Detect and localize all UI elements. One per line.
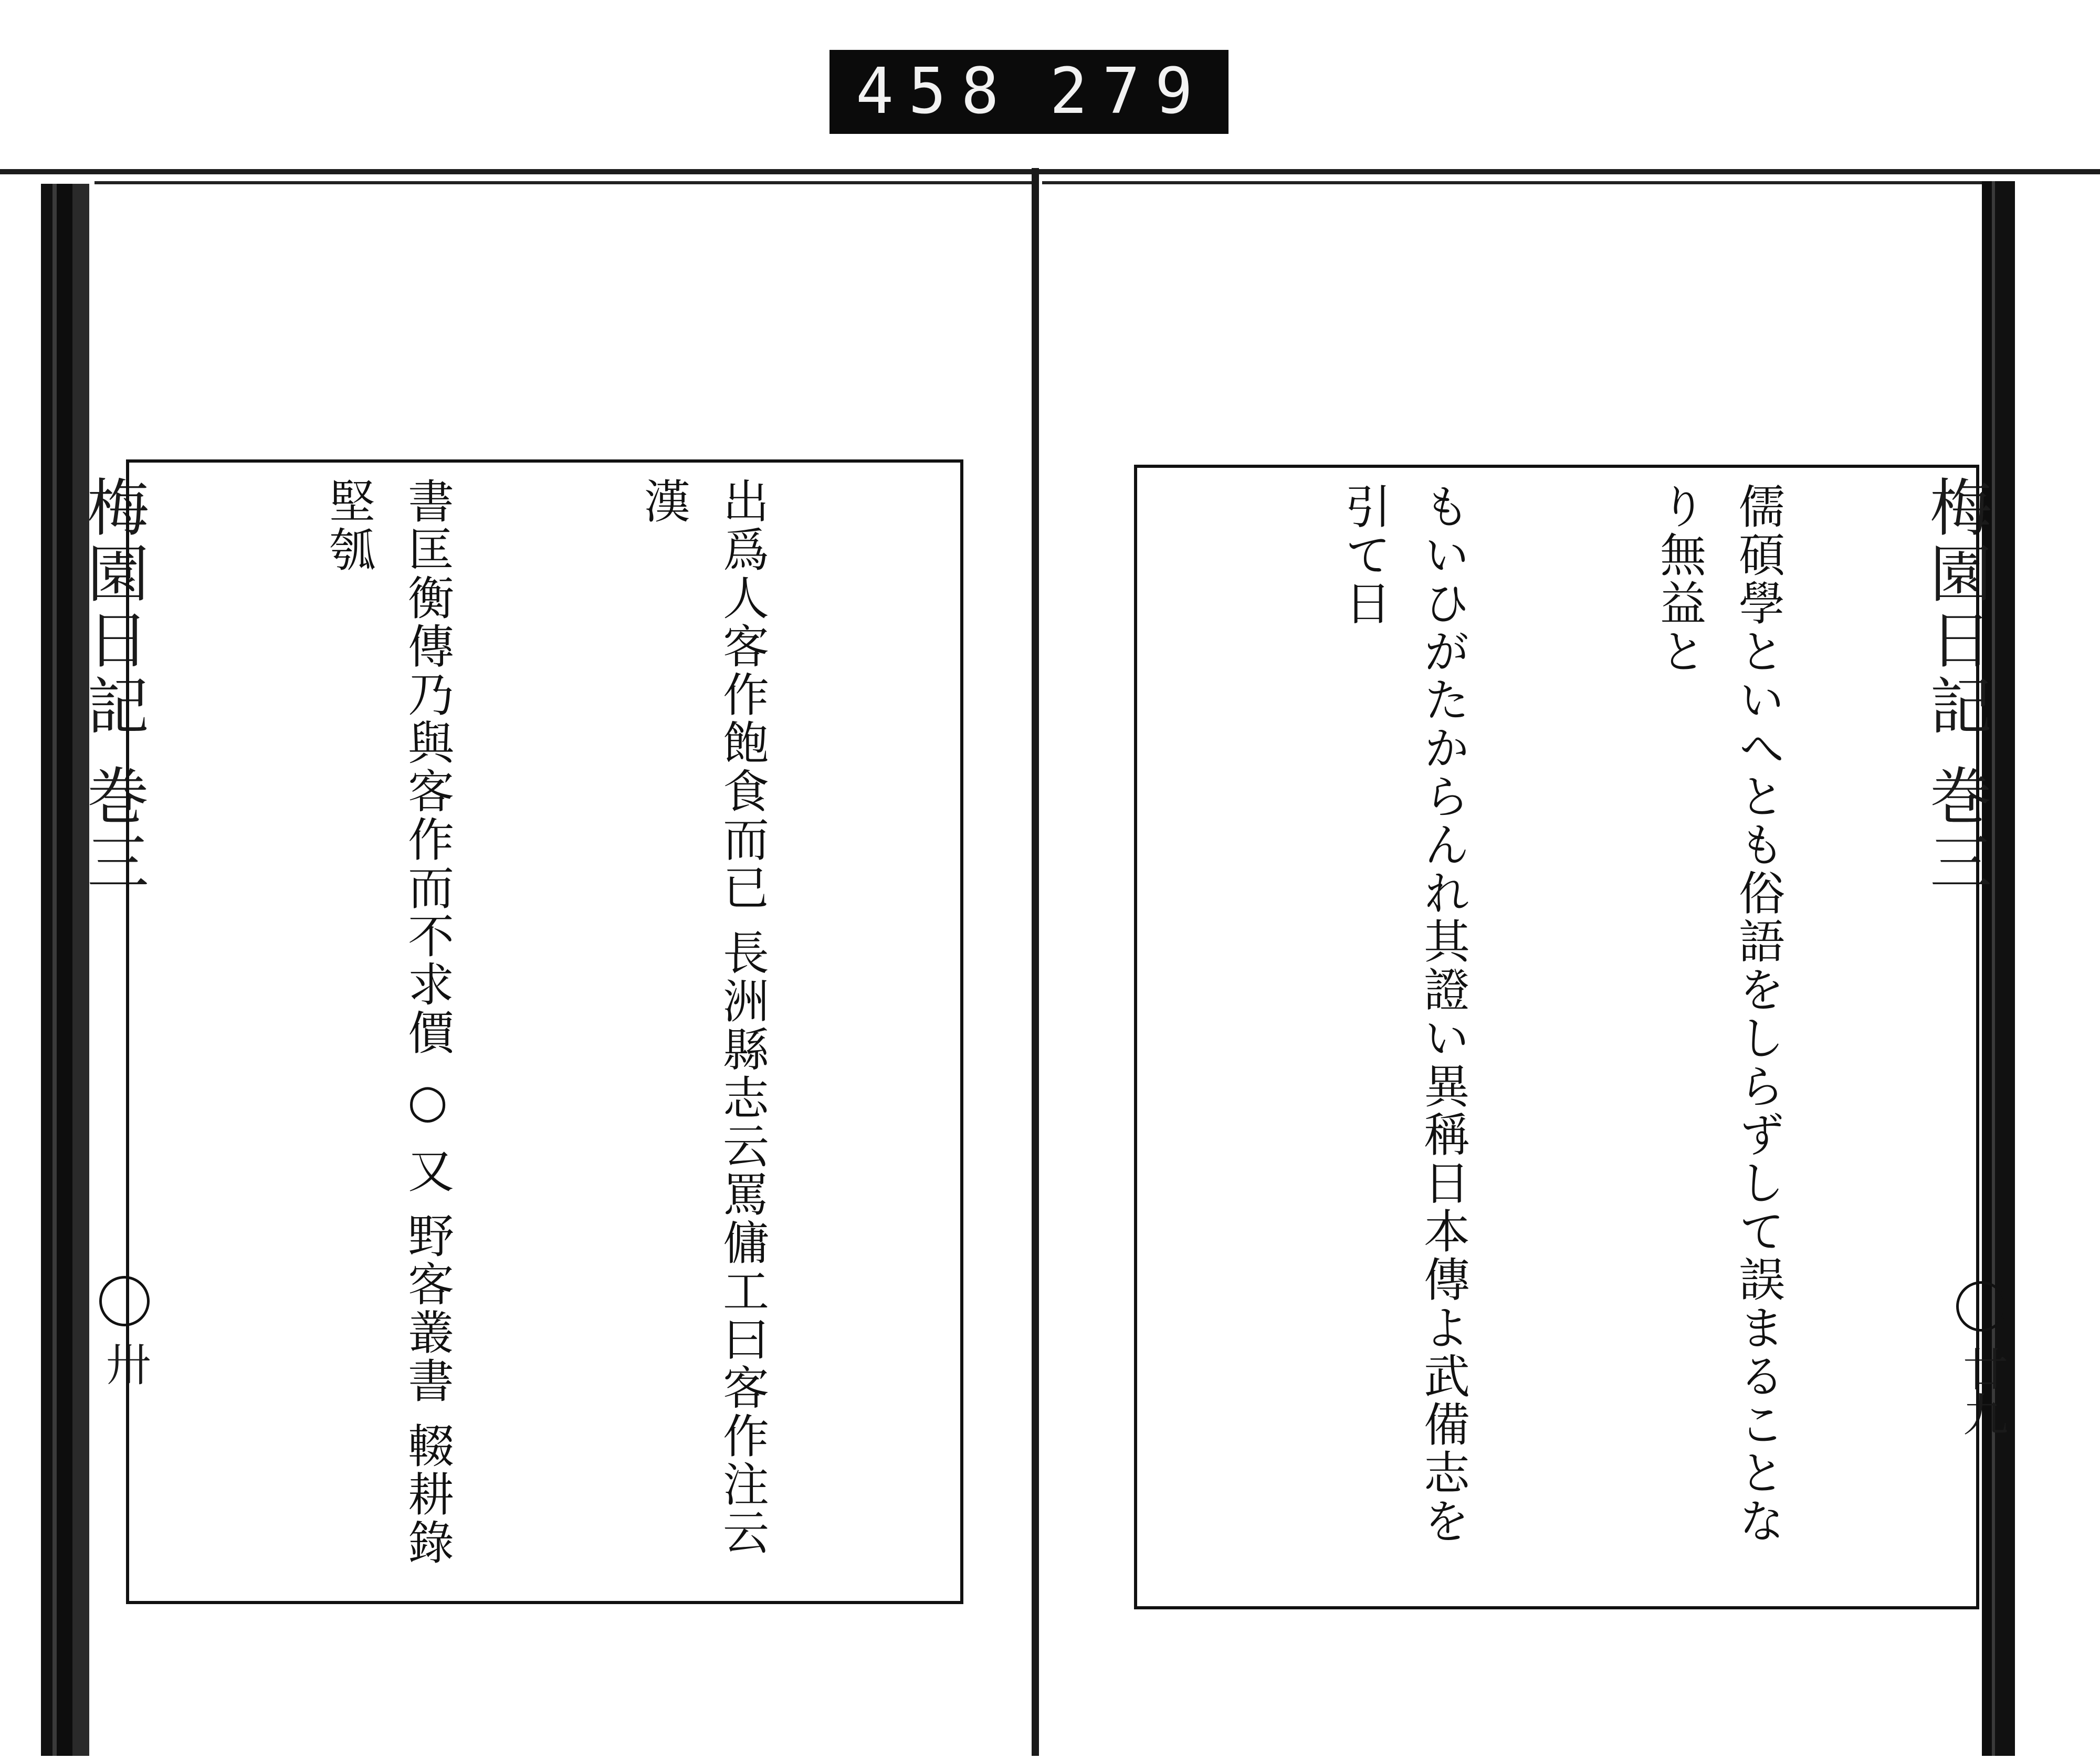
left-running-head: 梅園日記 巻三	[77, 475, 149, 896]
frame-number-left: 458	[856, 55, 1014, 128]
left-text-frame	[126, 459, 963, 1604]
right-page-stack-edge	[1979, 181, 2015, 1756]
right-running-head: 梅園日記 巻三	[1919, 475, 1992, 896]
left-folio-number: 卅	[98, 1341, 151, 1386]
book-top-edge	[0, 169, 2100, 174]
text-column: 儒碩學といへとも俗語をしらずして誤まることなり無益と	[1653, 483, 1786, 1545]
frame-number-right: 279	[1049, 55, 1208, 128]
left-page-stack-edge	[41, 184, 89, 1756]
text-column: 出爲人客作飽食而已 長洲縣志云罵傭工曰客作注云漢	[637, 477, 770, 1557]
text-column	[150, 477, 152, 1586]
microfilm-frame-label	[830, 50, 1228, 134]
right-body-text	[1158, 483, 1955, 1592]
text-column: もいひがたからんれ其證い異稱日本傳よ武備志を引て日	[1338, 483, 1471, 1545]
right-folio-number: 廿九	[1955, 1346, 2008, 1437]
left-body-text	[150, 477, 939, 1586]
right-text-frame	[1134, 465, 1979, 1609]
book-gutter	[1032, 168, 1039, 1756]
text-column: 書匡衡傳乃與客作而不求價 ○ 又 野客叢書 輟耕錄 堅瓠	[322, 477, 455, 1584]
text-column	[1158, 483, 1168, 1592]
